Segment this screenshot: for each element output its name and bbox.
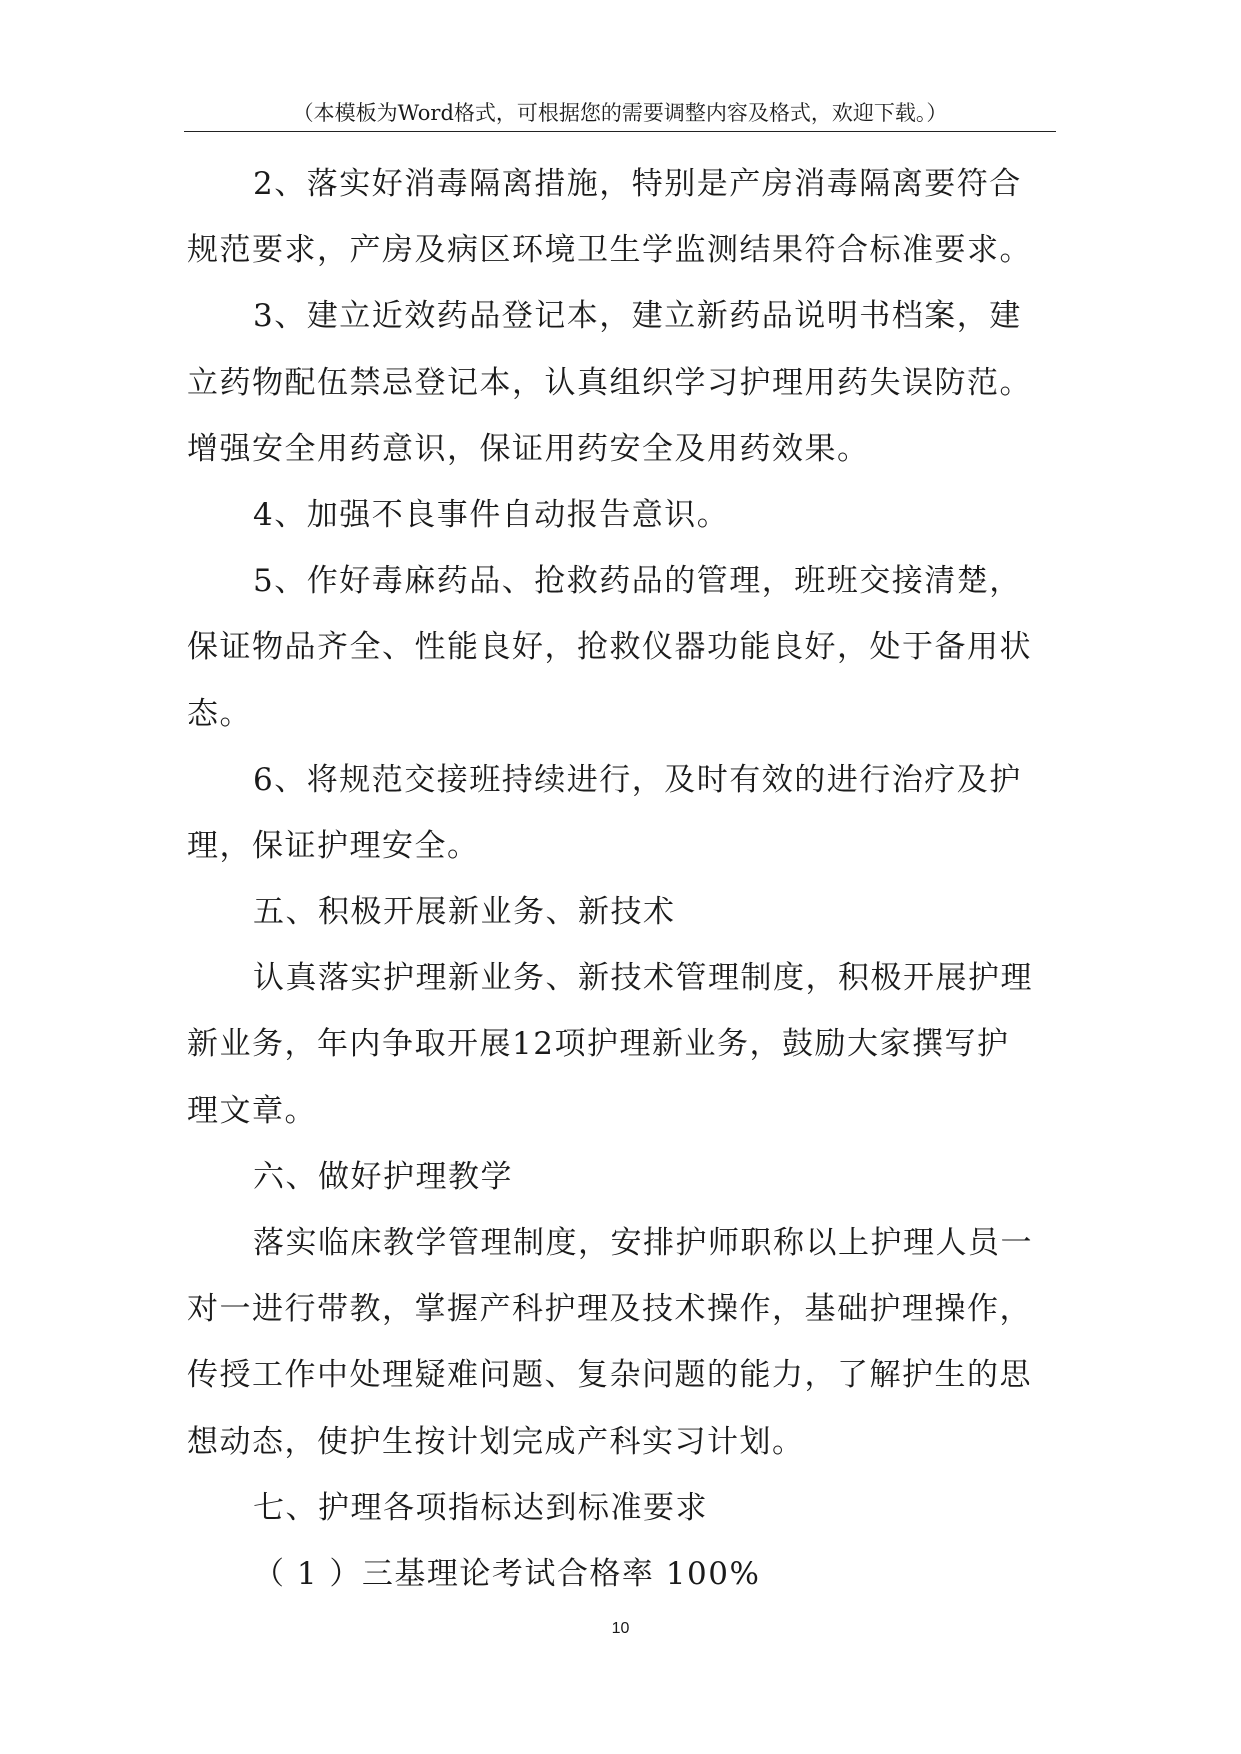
paragraph-line: 态。 bbox=[187, 695, 252, 732]
paragraph-line: 落实临床教学管理制度，安排护师职称以上护理人员一 bbox=[253, 1225, 1033, 1261]
paragraph-line: 3、建立近效药品登记本，建立新药品说明书档案，建 bbox=[253, 298, 1022, 335]
paragraph-line: （ 1 ）三基理论考试合格率 100% bbox=[253, 1555, 761, 1592]
paragraph-line: 认真落实护理新业务、新技术管理制度，积极开展护理 bbox=[253, 960, 1033, 997]
paragraph-line: 2、落实好消毒隔离措施，特别是产房消毒隔离要符合 bbox=[253, 166, 1022, 202]
header-divider bbox=[184, 131, 1056, 132]
page-number: 10 bbox=[611, 1620, 630, 1637]
section-heading: 七、护理各项指标达到标准要求 bbox=[253, 1489, 708, 1526]
paragraph-line: 新业务，年内争取开展12项护理新业务，鼓励大家撰写护 bbox=[187, 1026, 1010, 1063]
paragraph-line: 想动态，使护生按计划完成产科实习计划。 bbox=[187, 1423, 805, 1460]
template-notice-header: （本模板为Word格式，可根据您的需要调整内容及格式，欢迎下载。） bbox=[292, 101, 948, 125]
paragraph-line: 保证物品齐全、性能良好，抢救仪器功能良好，处于备用状 bbox=[187, 629, 1032, 666]
paragraph-line: 5、作好毒麻药品、抢救药品的管理，班班交接清楚， bbox=[253, 563, 1022, 600]
paragraph-line: 对一进行带教，掌握产科护理及技术操作，基础护理操作， bbox=[187, 1291, 1032, 1328]
paragraph-line: 立药物配伍禁忌登记本，认真组织学习护理用药失误防范。 bbox=[187, 364, 1032, 401]
section-heading: 五、积极开展新业务、新技术 bbox=[253, 894, 676, 931]
paragraph-line: 理，保证护理安全。 bbox=[187, 827, 480, 864]
paragraph-line: 4、加强不良事件自动报告意识。 bbox=[253, 496, 730, 533]
paragraph-line: 理文章。 bbox=[187, 1092, 317, 1129]
document-body bbox=[187, 151, 1067, 1607]
paragraph-line: 传授工作中处理疑难问题、复杂问题的能力，了解护生的思 bbox=[187, 1357, 1032, 1394]
paragraph-line: 增强安全用药意识，保证用药安全及用药效果。 bbox=[187, 430, 870, 467]
paragraph-line: 6、将规范交接班持续进行，及时有效的进行治疗及护 bbox=[253, 761, 1022, 798]
section-heading: 六、做好护理教学 bbox=[253, 1158, 513, 1195]
paragraph-line: 规范要求，产房及病区环境卫生学监测结果符合标准要求。 bbox=[187, 232, 1032, 269]
